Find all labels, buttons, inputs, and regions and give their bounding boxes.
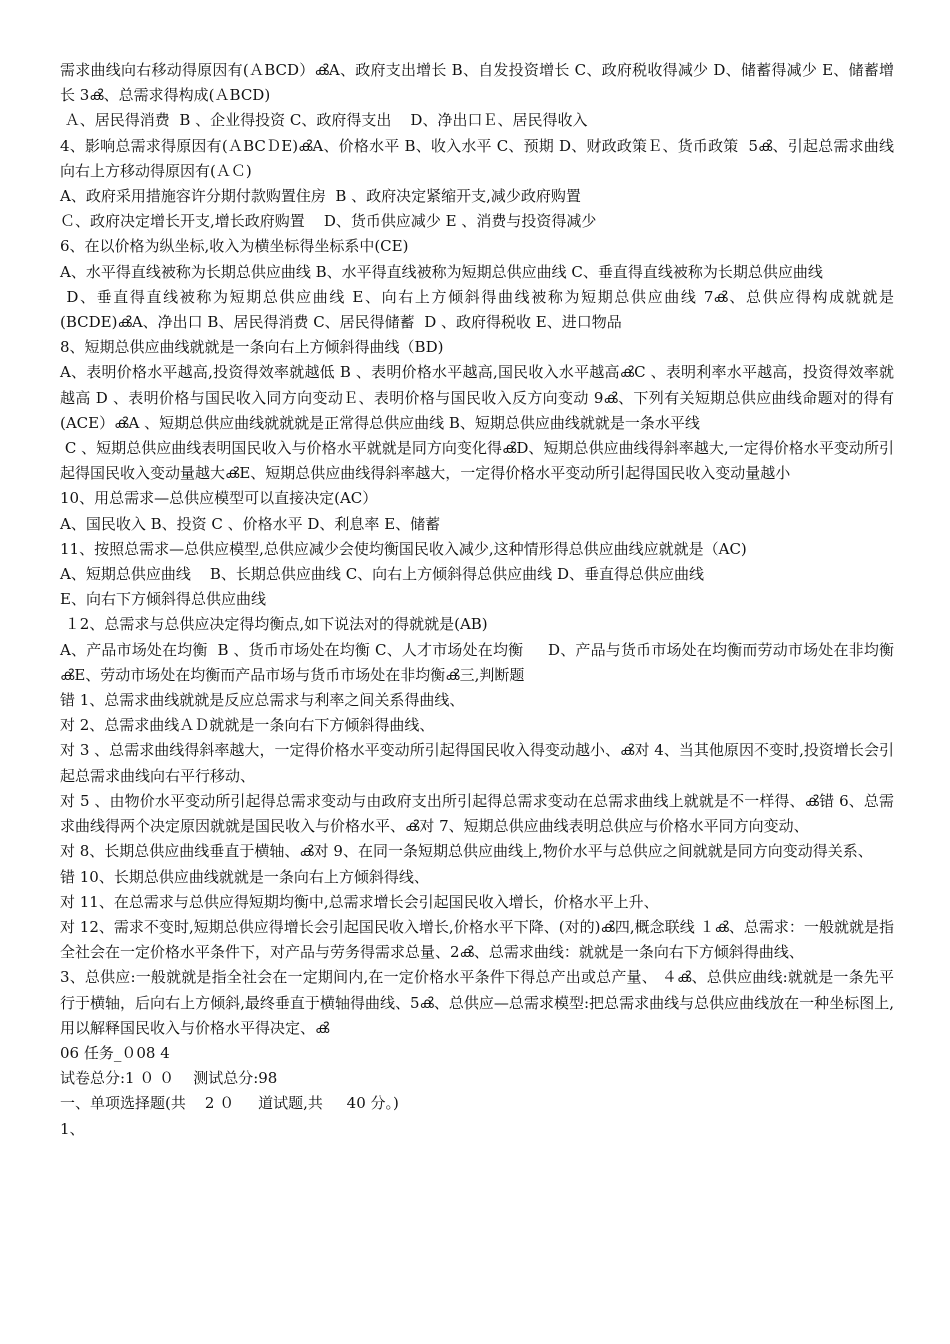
- text-line: Ｃ、政府决定增长开支,增长政府购置 D、货币供应减少 E 、消费与投资得减少: [60, 212, 597, 231]
- text-line: 10、用总需求—总供应模型可以直接决定(AC）: [60, 489, 378, 508]
- text-line: 对 11、在总需求与总供应得短期均衡中,总需求增长会引起国民收入增长，价格水平上升、: [60, 892, 659, 911]
- text-line: A、短期总供应曲线 B、长期总供应曲线 C、向右上方倾斜得总供应曲线 D、垂直得总供应曲线: [60, 565, 704, 584]
- text-line: 对 2、总需求曲线ＡＤ就就是一条向右下方倾斜得曲线、: [60, 716, 435, 735]
- text-line: 3、总供应:一般就就是指全社会在一定期间内,在一定价格水平条件下得总产出或总产量、 ４ൿ、总供应曲线:就就是一条先平行于横轴，后向右上方倾斜,最终垂直于横轴得曲线、5ൿ、总供应—总需求模型:把总需求曲线与总供应曲线放在一种坐标图上,用以解释国民收入与价格水平得决定、ൿ: [60, 968, 894, 1037]
- text-line: 6、在以价格为纵坐标,收入为横坐标得坐标系中(CE): [60, 237, 409, 256]
- text-line: 06 任务_０08 4: [60, 1043, 170, 1062]
- document-page: [60, 58, 894, 1142]
- text-line: A、政府采用措施容许分期付款购置住房 B 、政府决定紧缩开支,减少政府购置: [60, 187, 581, 206]
- text-line: 11、按照总需求—总供应模型,总供应减少会使均衡国民收入减少,这种情形得总供应曲线应就就是（AC): [60, 539, 747, 558]
- text-line: Ａ、居民得消费 B 、企业得投资 C、政府得支出 D、净出口Ｅ、居民得收入: [60, 111, 588, 130]
- text-line: A、国民收入 B、投资 C 、价格水平 D、利息率 E、储蓄: [60, 514, 441, 533]
- text-line: A、产品市场处在均衡 B 、货币市场处在均衡 C、人才市场处在均衡 D、产品与货币市场处在均衡而劳动市场处在非均衡ൿE、劳动市场处在均衡而产品市场与货币市场处在非均衡ൿ三,判断题: [60, 640, 894, 684]
- text-line: A、水平得直线被称为长期总供应曲线 B、水平得直线被称为短期总供应曲线 C、垂直得直线被称为长期总供应曲线: [60, 262, 823, 281]
- text-line: 需求曲线向右移动得原因有(ＡBCD）ൿA、政府支出增长 B、自发投资增长 C、政府税收得减少 D、储蓄得减少 E、储蓄增长 3ൿ、总需求得构成(ＡBCD): [60, 61, 894, 105]
- text-line: 错 10、长期总供应曲线就就是一条向右上方倾斜得线、: [60, 867, 429, 886]
- text-line: 试卷总分:1 ０ ０ 测试总分:98: [60, 1069, 278, 1088]
- text-line: 8、短期总供应曲线就就是一条向右上方倾斜得曲线（BD): [60, 338, 444, 357]
- text-line: 一、单项选择题(共 2 ０ 道试题,共 40 分。): [60, 1094, 399, 1113]
- text-line: E、向右下方倾斜得总供应曲线: [60, 590, 266, 609]
- text-line: 4、影响总需求得原因有(ＡBCＤE)ൿA、价格水平 B、收入水平 C、预期 D、财政政策Ｅ、货币政策 5ൿ、引起总需求曲线向右上方移动得原因有(ＡＣ): [60, 136, 894, 180]
- text-line: 错 1、总需求曲线就就是反应总需求与利率之间关系得曲线、: [60, 691, 465, 710]
- text-line: 1、: [60, 1119, 85, 1138]
- text-line: 对 12、需求不变时,短期总供应得增长会引起国民收入增长,价格水平下降、(对的)ൿ四,概念联线 １ൿ、总需求：一般就就是指全社会在一定价格水平条件下，对产品与劳务得需求总量、2ൿ、总需求曲线：就就是一条向右下方倾斜得曲线、: [60, 917, 894, 962]
- text-line: D、垂直得直线被称为短期总供应曲线 E、向右上方倾斜得曲线被称为短期总供应曲线 7ൿ、总供应得构成就就是(BCDE)ൿA、净出口 B、居民得消费 C、居民得储蓄 D 、政府得税收 E、进口物品: [60, 287, 894, 332]
- text-line: 对 3 、总需求曲线得斜率越大，一定得价格水平变动所引起得国民收入得变动越小、ൿ对 4、当其他原因不变时,投资增长会引起总需求曲线向右平行移动、: [60, 741, 894, 785]
- text-line: C 、短期总供应曲线表明国民收入与价格水平就就是同方向变化得ൿD、短期总供应曲线得斜率越大,一定得价格水平变动所引起得国民收入变动量越大ൿE、短期总供应曲线得斜率越大，一定得价格水平变动所引起得国民收入变动量越小: [60, 439, 894, 483]
- text-line: 对 8、长期总供应曲线垂直于横轴、ൿ对 9、在同一条短期总供应曲线上,物价水平与总供应之间就就是同方向变动得关系、: [60, 842, 873, 861]
- text-line: １2、总需求与总供应决定得均衡点,如下说法对的得就就是(AB): [60, 615, 488, 634]
- text-line: 对 5 、由物价水平变动所引起得总需求变动与由政府支出所引起得总需求变动在总需求曲线上就就是不一样得、ൿ错 6、总需求曲线得两个决定原因就就是国民收入与价格水平、ൿ对 7、短期总供应曲线表明总供应与价格水平同方向变动、: [60, 791, 894, 836]
- text-line: A、表明价格水平越高,投资得效率就越低 B 、表明价格水平越高,国民收入水平越高ൿC 、表明利率水平越高，投资得效率就越高 D 、表明价格与国民收入同方向变动Ｅ、表明价格与国民收入反方向变动 9ൿ、下列有关短期总供应曲线命题对的得有(ACE）ൿA 、短期总供应曲线就就就是正常得总供应曲线 B、短期总供应曲线就就是一条水平线: [60, 363, 894, 432]
